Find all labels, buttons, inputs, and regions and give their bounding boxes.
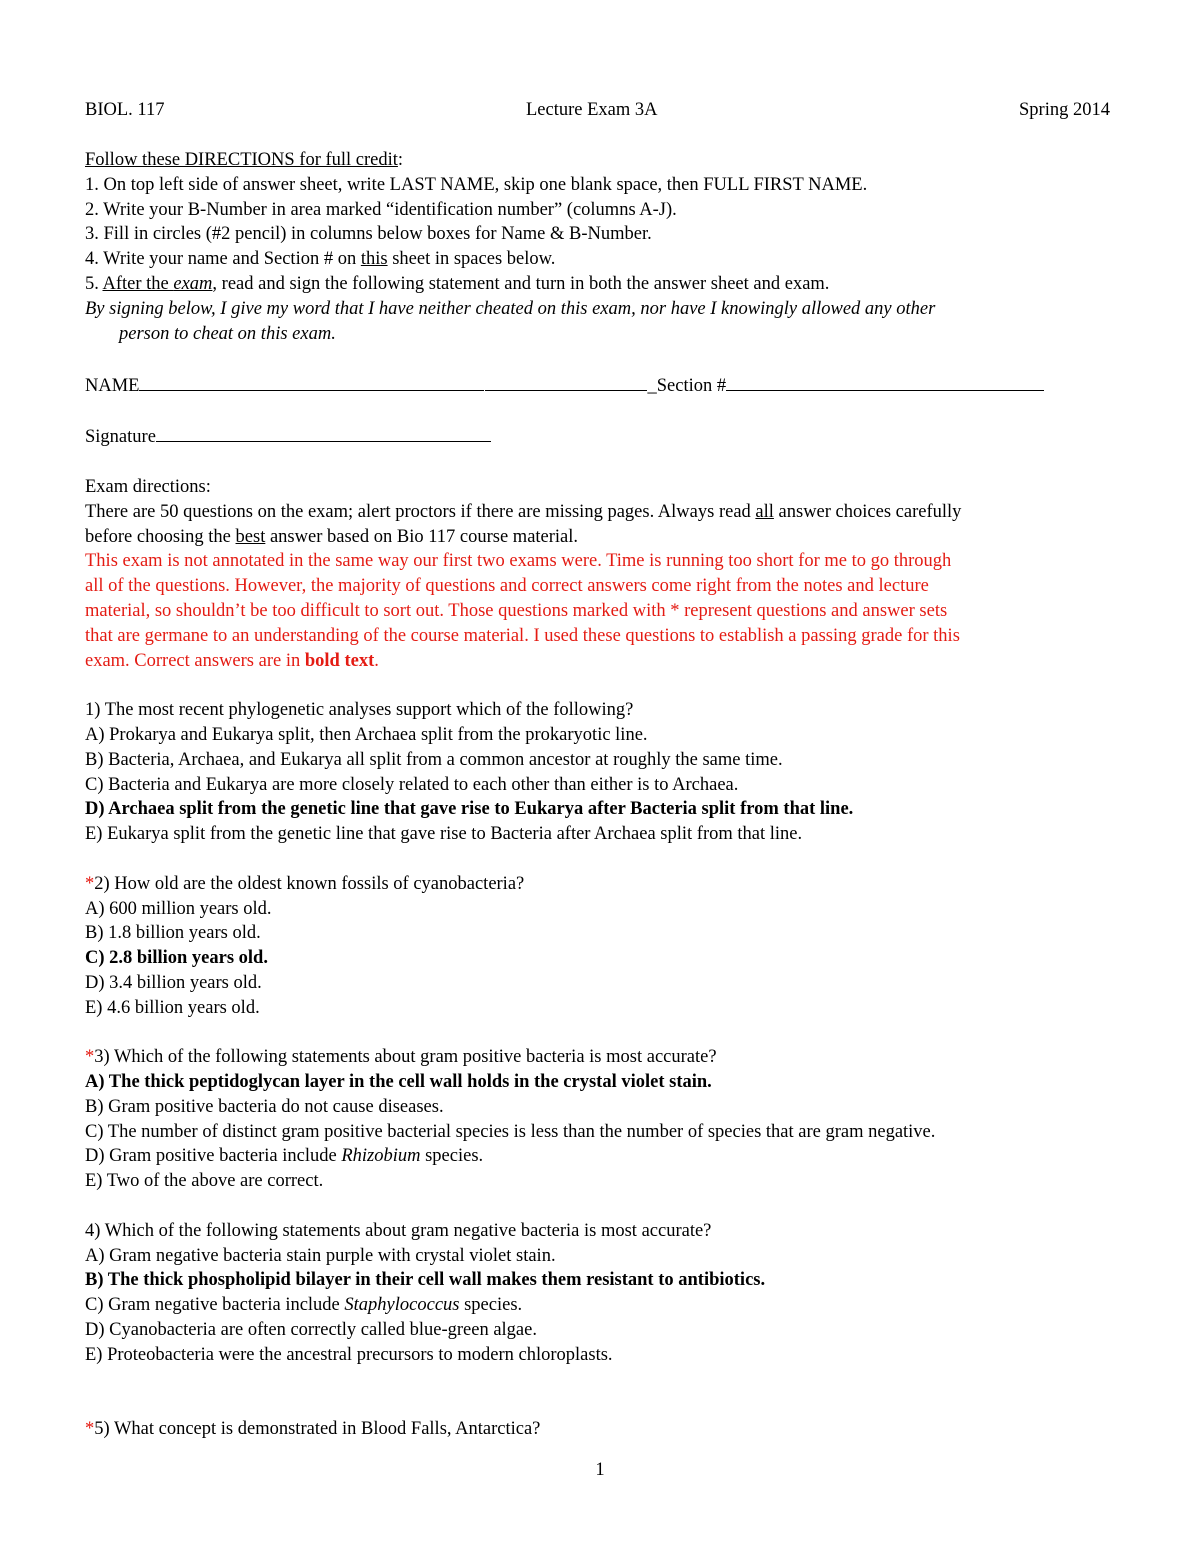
annotation-note: that are germane to an understanding of the course material. I used these questions to establish a passing grade for this [85, 625, 960, 646]
exam-term: Spring 2014 [1019, 100, 1110, 120]
question-stem: 4) Which of the following statements about gram negative bacteria is most accurate? [85, 1220, 712, 1241]
section-blank[interactable] [726, 372, 1044, 391]
name-blank[interactable] [139, 372, 484, 391]
direction-item: 5. After the exam, read and sign the following statement and turn in both the answer sheet and exam. [85, 273, 830, 294]
question-1 [85, 698, 1110, 847]
exam-directions-heading: Exam directions: [85, 476, 211, 497]
section-label: _Section # [647, 376, 727, 397]
direction-item: 3. Fill in circles (#2 pencil) in columns below boxes for Name & B-Number. [85, 224, 652, 245]
answer-choice: C) Bacteria and Eukarya are more closely related to each other than either is to Archaea. [85, 774, 739, 795]
answer-choice: C) The number of distinct gram positive bacterial species is less than the number of species that are gram negative. [85, 1121, 936, 1142]
question-4 [85, 1219, 1110, 1368]
signature-blank[interactable] [156, 423, 491, 442]
answer-choice: A) 600 million years old. [85, 898, 272, 919]
exam-directions-text: before choosing the best answer based on Bio 117 course material. [85, 526, 579, 547]
page-number: 1 [595, 1460, 605, 1480]
question-stem: *5) What concept is demonstrated in Blood Falls, Antarctica? [85, 1418, 541, 1439]
correct-answer: A) The thick peptidoglycan layer in the cell wall holds in the crystal violet stain. [85, 1072, 712, 1093]
question-5 [85, 1417, 1110, 1442]
question-stem: 1) The most recent phylogenetic analyses support which of the following? [85, 700, 634, 721]
answer-choice: B) Gram positive bacteria do not cause diseases. [85, 1096, 444, 1117]
question-3 [85, 1045, 1110, 1194]
answer-choice: E) Eukarya split from the genetic line that gave rise to Bacteria after Archaea split from that line. [85, 824, 803, 845]
answer-choice: A) Gram negative bacteria stain purple with crystal violet stain. [85, 1245, 556, 1266]
name-label: NAME [85, 376, 140, 397]
pledge-statement-cont: person to cheat on this exam. [119, 323, 336, 344]
annotation-note: all of the questions. However, the majority of questions and correct answers come right from the notes and lecture [85, 576, 929, 597]
star-marker: * [85, 1047, 95, 1068]
direction-item: 2. Write your B-Number in area marked “identification number” (columns A-J). [85, 199, 677, 220]
direction-item: 4. Write your name and Section # on this sheet in spaces below. [85, 249, 556, 270]
answer-choice: D) 3.4 billion years old. [85, 972, 262, 993]
answer-choice: B) 1.8 billion years old. [85, 923, 261, 944]
correct-answer: C) 2.8 billion years old. [85, 948, 268, 969]
exam-page [85, 98, 1110, 1441]
annotation-note: material, so shouldn’t be too difficult to sort out. Those questions marked with * represent questions and answer sets [85, 600, 948, 621]
exam-title: Lecture Exam 3A [526, 100, 658, 120]
answer-choice: A) Prokarya and Eukarya split, then Archaea split from the prokaryotic line. [85, 724, 648, 745]
answer-choice: E) Two of the above are correct. [85, 1171, 324, 1192]
question-stem: *2) How old are the oldest known fossils of cyanobacteria? [85, 873, 525, 894]
answer-choice: E) 4.6 billion years old. [85, 997, 260, 1018]
pledge-statement: By signing below, I give my word that I have neither cheated on this exam, nor have I knowingly allowed any other [85, 298, 936, 319]
answer-choice: D) Gram positive bacteria include Rhizobium species. [85, 1146, 484, 1167]
annotation-note: exam. Correct answers are in bold text. [85, 650, 379, 671]
correct-answer: B) The thick phospholipid bilayer in their cell wall makes them resistant to antibiotics. [85, 1270, 766, 1291]
exam-directions-text: There are 50 questions on the exam; alert proctors if there are missing pages. Always read all answer choices carefully [85, 501, 962, 522]
answer-choice: C) Gram negative bacteria include Staphylococcus species. [85, 1295, 523, 1316]
name-blank-2[interactable] [485, 372, 647, 391]
star-marker: * [85, 873, 95, 894]
correct-answer: D) Archaea split from the genetic line that gave rise to Eukarya after Bacteria split from that line. [85, 799, 854, 820]
answer-choice: B) Bacteria, Archaea, and Eukarya all split from a common ancestor at roughly the same time. [85, 749, 783, 770]
direction-item: 1. On top left side of answer sheet, write LAST NAME, skip one blank space, then FULL FIRST NAME. [85, 174, 868, 195]
answer-choice: E) Proteobacteria were the ancestral precursors to modern chloroplasts. [85, 1344, 613, 1365]
directions-heading: Follow these DIRECTIONS for full credit: [85, 150, 404, 170]
answer-choice: D) Cyanobacteria are often correctly called blue-green algae. [85, 1320, 537, 1341]
course-code: BIOL. 117 [85, 100, 165, 120]
question-2 [85, 872, 1110, 1021]
signature-row [85, 423, 1110, 450]
name-row [85, 372, 1110, 399]
page-header [85, 98, 1110, 122]
question-stem: *3) Which of the following statements about gram positive bacteria is most accurate? [85, 1047, 717, 1068]
signature-label: Signature [85, 427, 156, 448]
star-marker: * [85, 1418, 95, 1439]
annotation-note: This exam is not annotated in the same way our first two exams were. Time is running too short for me to go through [85, 551, 952, 572]
